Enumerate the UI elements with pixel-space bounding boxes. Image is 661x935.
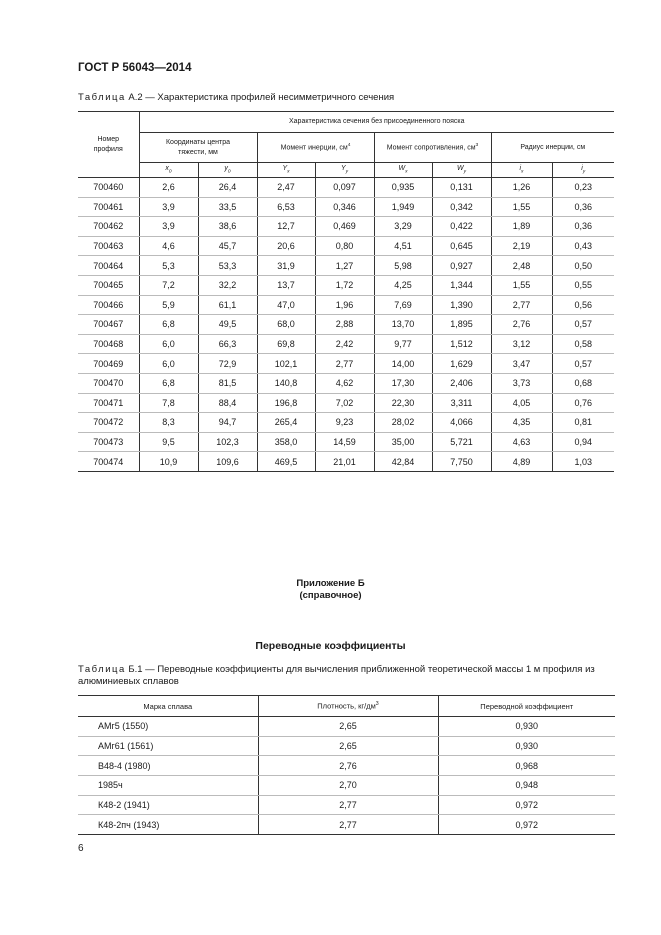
table1-caption xyxy=(78,92,394,103)
table-cell: 0,94 xyxy=(552,432,614,452)
table-cell: 13,70 xyxy=(374,315,432,335)
table-row xyxy=(78,334,614,354)
table-cell: 2,48 xyxy=(491,256,552,276)
table-cell: 6,8 xyxy=(139,373,198,393)
table-cell: 72,9 xyxy=(198,354,257,374)
table-row xyxy=(78,432,614,452)
page-number: 6 xyxy=(78,843,84,854)
table-cell: 0,36 xyxy=(552,197,614,217)
table2-caption xyxy=(78,664,618,688)
table-cell: 45,7 xyxy=(198,236,257,256)
table-cell: 4,35 xyxy=(491,413,552,433)
header-ix: $i_x$ xyxy=(491,163,552,178)
table-cell: 9,23 xyxy=(315,413,374,433)
table-row xyxy=(78,776,615,796)
header-section-modulus: Момент сопротивления, $см^3$ xyxy=(374,133,491,163)
table-row xyxy=(78,236,614,256)
table2-caption-label: Таблица xyxy=(78,664,126,675)
table-cell: 7,2 xyxy=(139,275,198,295)
table-cell: 700465 xyxy=(78,275,139,295)
table-row xyxy=(78,393,614,413)
table-cell: 0,342 xyxy=(432,197,491,217)
table-cell: 13,7 xyxy=(257,275,315,295)
table-cell: 1,89 xyxy=(491,217,552,237)
table-cell: 0,68 xyxy=(552,373,614,393)
table-cell: 9,77 xyxy=(374,334,432,354)
header-wy: $W_y$ xyxy=(432,163,491,178)
table-cell: 6,0 xyxy=(139,334,198,354)
table-cell: 102,3 xyxy=(198,432,257,452)
table-cell: 4,05 xyxy=(491,393,552,413)
table-cell: 1,72 xyxy=(315,275,374,295)
table-cell: 9,5 xyxy=(139,432,198,452)
table-cell: 102,1 xyxy=(257,354,315,374)
table-cell: 700461 xyxy=(78,197,139,217)
header-y0: $y_0$ xyxy=(198,163,257,178)
table-cell: 21,01 xyxy=(315,452,374,472)
table-cell: 3,29 xyxy=(374,217,432,237)
table-cell: 4,51 xyxy=(374,236,432,256)
table-cell: 0,81 xyxy=(552,413,614,433)
table-cell: 2,77 xyxy=(258,815,438,835)
table-cell: 0,935 xyxy=(374,178,432,198)
table-cell: 2,77 xyxy=(315,354,374,374)
table-cell: 0,23 xyxy=(552,178,614,198)
table-cell: 700464 xyxy=(78,256,139,276)
table-cell: 5,98 xyxy=(374,256,432,276)
table-cell: 53,3 xyxy=(198,256,257,276)
table-cell: 2,88 xyxy=(315,315,374,335)
table-cell: 700473 xyxy=(78,432,139,452)
table-row xyxy=(78,217,614,237)
table-row xyxy=(78,452,614,472)
table-row xyxy=(78,256,614,276)
table-cell: 22,30 xyxy=(374,393,432,413)
table-cell: 2,406 xyxy=(432,373,491,393)
table-cell: 0,50 xyxy=(552,256,614,276)
table1-caption-label: Таблица xyxy=(78,92,126,103)
header-profile-number: Номер профиля xyxy=(78,112,139,178)
table-cell: 0,131 xyxy=(432,178,491,198)
table-cell: 4,62 xyxy=(315,373,374,393)
table-cell: 2,76 xyxy=(258,756,438,776)
table2-caption-text: Б.1 — Переводные коэффициенты для вычисления приближенной теоретической массы 1 м профиля из алюминиевых сплавов xyxy=(78,664,595,687)
table-cell: 3,12 xyxy=(491,334,552,354)
table-cell: 6,0 xyxy=(139,354,198,374)
header-radius-of-gyration: Радиус инерции, см xyxy=(491,133,614,163)
table-cell: 33,5 xyxy=(198,197,257,217)
table-cell: 1,895 xyxy=(432,315,491,335)
table-cell: 1,03 xyxy=(552,452,614,472)
table-cell: 0,56 xyxy=(552,295,614,315)
table-cell: 3,73 xyxy=(491,373,552,393)
table-cell: 4,63 xyxy=(491,432,552,452)
table-cell: 0,346 xyxy=(315,197,374,217)
table-cell: 700460 xyxy=(78,178,139,198)
table-cell: 0,422 xyxy=(432,217,491,237)
table-cell: 4,6 xyxy=(139,236,198,256)
table-cell: 8,3 xyxy=(139,413,198,433)
table-cell: 3,9 xyxy=(139,217,198,237)
table-cell: 3,47 xyxy=(491,354,552,374)
table-cell: 69,8 xyxy=(257,334,315,354)
header-yx: $Y_x$ xyxy=(257,163,315,178)
table-cell: 700469 xyxy=(78,354,139,374)
table-cell: 4,066 xyxy=(432,413,491,433)
table-cell: АМг5 (1550) xyxy=(78,717,258,737)
table-cell: 1,629 xyxy=(432,354,491,374)
table-cell: 0,469 xyxy=(315,217,374,237)
header-centroid-coordinates: Координаты центра тяжести, мм xyxy=(139,133,257,163)
table-cell: 2,65 xyxy=(258,736,438,756)
table-cell: 0,972 xyxy=(438,795,615,815)
table-cell: 0,58 xyxy=(552,334,614,354)
table-cell: 700467 xyxy=(78,315,139,335)
table-cell: 7,02 xyxy=(315,393,374,413)
table-cell: 700472 xyxy=(78,413,139,433)
table-cell: 4,89 xyxy=(491,452,552,472)
table-cell: 42,84 xyxy=(374,452,432,472)
table-cell: 0,097 xyxy=(315,178,374,198)
table-cell: 700470 xyxy=(78,373,139,393)
appendix-heading xyxy=(0,578,661,602)
table-cell: 31,9 xyxy=(257,256,315,276)
table-row xyxy=(78,373,614,393)
table-cell: 196,8 xyxy=(257,393,315,413)
header-density: Плотность, $кг/дм^3$ xyxy=(258,696,438,717)
table-cell: 2,77 xyxy=(258,795,438,815)
table-cell: 0,972 xyxy=(438,815,615,835)
table-cell: 88,4 xyxy=(198,393,257,413)
table-cell: 26,4 xyxy=(198,178,257,198)
table-cell: 1,55 xyxy=(491,197,552,217)
header-yy: $Y_y$ xyxy=(315,163,374,178)
table-row xyxy=(78,315,614,335)
table-cell: 700463 xyxy=(78,236,139,256)
table-cell: 5,3 xyxy=(139,256,198,276)
header-x0: $x_0$ xyxy=(139,163,198,178)
table-cell: 14,00 xyxy=(374,354,432,374)
document-header: ГОСТ Р 56043—2014 xyxy=(78,62,192,74)
table-cell: 12,7 xyxy=(257,217,315,237)
table-cell: 2,76 xyxy=(491,315,552,335)
table-cell: 1,27 xyxy=(315,256,374,276)
table-cell: 2,6 xyxy=(139,178,198,198)
appendix-subtitle: (справочное) xyxy=(299,589,362,601)
table-row xyxy=(78,815,615,835)
table-row xyxy=(78,178,614,198)
header-conversion-coefficient: Переводной коэффициент xyxy=(438,696,615,717)
table-row xyxy=(78,736,615,756)
table-row xyxy=(78,197,614,217)
table1-caption-text: А.2 — Характеристика профилей несимметричного сечения xyxy=(125,92,395,103)
table-row xyxy=(78,275,614,295)
table-cell: 7,69 xyxy=(374,295,432,315)
table-cell: 1,390 xyxy=(432,295,491,315)
table-cell: 0,55 xyxy=(552,275,614,295)
table-cell: 7,750 xyxy=(432,452,491,472)
table-cell: АМг61 (1561) xyxy=(78,736,258,756)
table-cell: К48-2пч (1943) xyxy=(78,815,258,835)
table-cell: 0,948 xyxy=(438,776,615,796)
table-cell: 700462 xyxy=(78,217,139,237)
header-wx: $W_x$ xyxy=(374,163,432,178)
table-cell: 4,25 xyxy=(374,275,432,295)
table-cell: 2,65 xyxy=(258,717,438,737)
table-cell: 0,930 xyxy=(438,717,615,737)
table-cell: 49,5 xyxy=(198,315,257,335)
table-cell: 0,927 xyxy=(432,256,491,276)
table-cell: 28,02 xyxy=(374,413,432,433)
table-cell: 2,77 xyxy=(491,295,552,315)
table-cell: 81,5 xyxy=(198,373,257,393)
table-cell: 1985ч xyxy=(78,776,258,796)
appendix-title: Приложение Б xyxy=(296,578,365,589)
table-cell: 700471 xyxy=(78,393,139,413)
table-cell: 700474 xyxy=(78,452,139,472)
header-iy: $i_y$ xyxy=(552,163,614,178)
table-cell: 1,512 xyxy=(432,334,491,354)
table-cell: 2,42 xyxy=(315,334,374,354)
table-cell: 20,6 xyxy=(257,236,315,256)
header-moment-of-inertia: Момент инерции, $см^4$ xyxy=(257,133,374,163)
table-cell: 1,55 xyxy=(491,275,552,295)
profiles-table xyxy=(78,111,614,472)
table-cell: 68,0 xyxy=(257,315,315,335)
table-cell: 47,0 xyxy=(257,295,315,315)
table-cell: 358,0 xyxy=(257,432,315,452)
table-cell: 17,30 xyxy=(374,373,432,393)
table-cell: 109,6 xyxy=(198,452,257,472)
table-cell: 32,2 xyxy=(198,275,257,295)
table-row xyxy=(78,795,615,815)
table-cell: 61,1 xyxy=(198,295,257,315)
table-cell: 38,6 xyxy=(198,217,257,237)
table-cell: 5,9 xyxy=(139,295,198,315)
table-cell: 700466 xyxy=(78,295,139,315)
table-cell: 0,57 xyxy=(552,354,614,374)
section-title: Переводные коэффициенты xyxy=(255,640,406,652)
table-cell: 1,96 xyxy=(315,295,374,315)
conversion-coefficients-table xyxy=(78,695,615,835)
table-cell: 0,930 xyxy=(438,736,615,756)
table-row xyxy=(78,717,615,737)
table-cell: 3,9 xyxy=(139,197,198,217)
table-cell: 1,26 xyxy=(491,178,552,198)
table-row xyxy=(78,295,614,315)
table-row xyxy=(78,756,615,776)
table-cell: 0,645 xyxy=(432,236,491,256)
table-cell: 0,968 xyxy=(438,756,615,776)
table-cell: 3,311 xyxy=(432,393,491,413)
table-row xyxy=(78,354,614,374)
table-cell: 1,949 xyxy=(374,197,432,217)
table-cell: 700468 xyxy=(78,334,139,354)
table-cell: 265,4 xyxy=(257,413,315,433)
header-section-characteristics: Характеристика сечения без присоединенного пояска xyxy=(139,112,614,133)
table-cell: 5,721 xyxy=(432,432,491,452)
table-cell: 0,57 xyxy=(552,315,614,335)
table-cell: В48-4 (1980) xyxy=(78,756,258,776)
table-cell: 2,70 xyxy=(258,776,438,796)
table-cell: 2,19 xyxy=(491,236,552,256)
table-cell: 140,8 xyxy=(257,373,315,393)
table-cell: 1,344 xyxy=(432,275,491,295)
table-cell: 0,80 xyxy=(315,236,374,256)
table-row xyxy=(78,413,614,433)
header-alloy-grade: Марка сплава xyxy=(78,696,258,717)
table-cell: 0,36 xyxy=(552,217,614,237)
table-cell: 14,59 xyxy=(315,432,374,452)
table-cell: К48-2 (1941) xyxy=(78,795,258,815)
table-cell: 66,3 xyxy=(198,334,257,354)
table-cell: 2,47 xyxy=(257,178,315,198)
table-cell: 0,76 xyxy=(552,393,614,413)
table-cell: 94,7 xyxy=(198,413,257,433)
table-cell: 7,8 xyxy=(139,393,198,413)
table-cell: 469,5 xyxy=(257,452,315,472)
table-cell: 0,43 xyxy=(552,236,614,256)
table-cell: 10,9 xyxy=(139,452,198,472)
table-cell: 35,00 xyxy=(374,432,432,452)
table-cell: 6,53 xyxy=(257,197,315,217)
table-cell: 6,8 xyxy=(139,315,198,335)
